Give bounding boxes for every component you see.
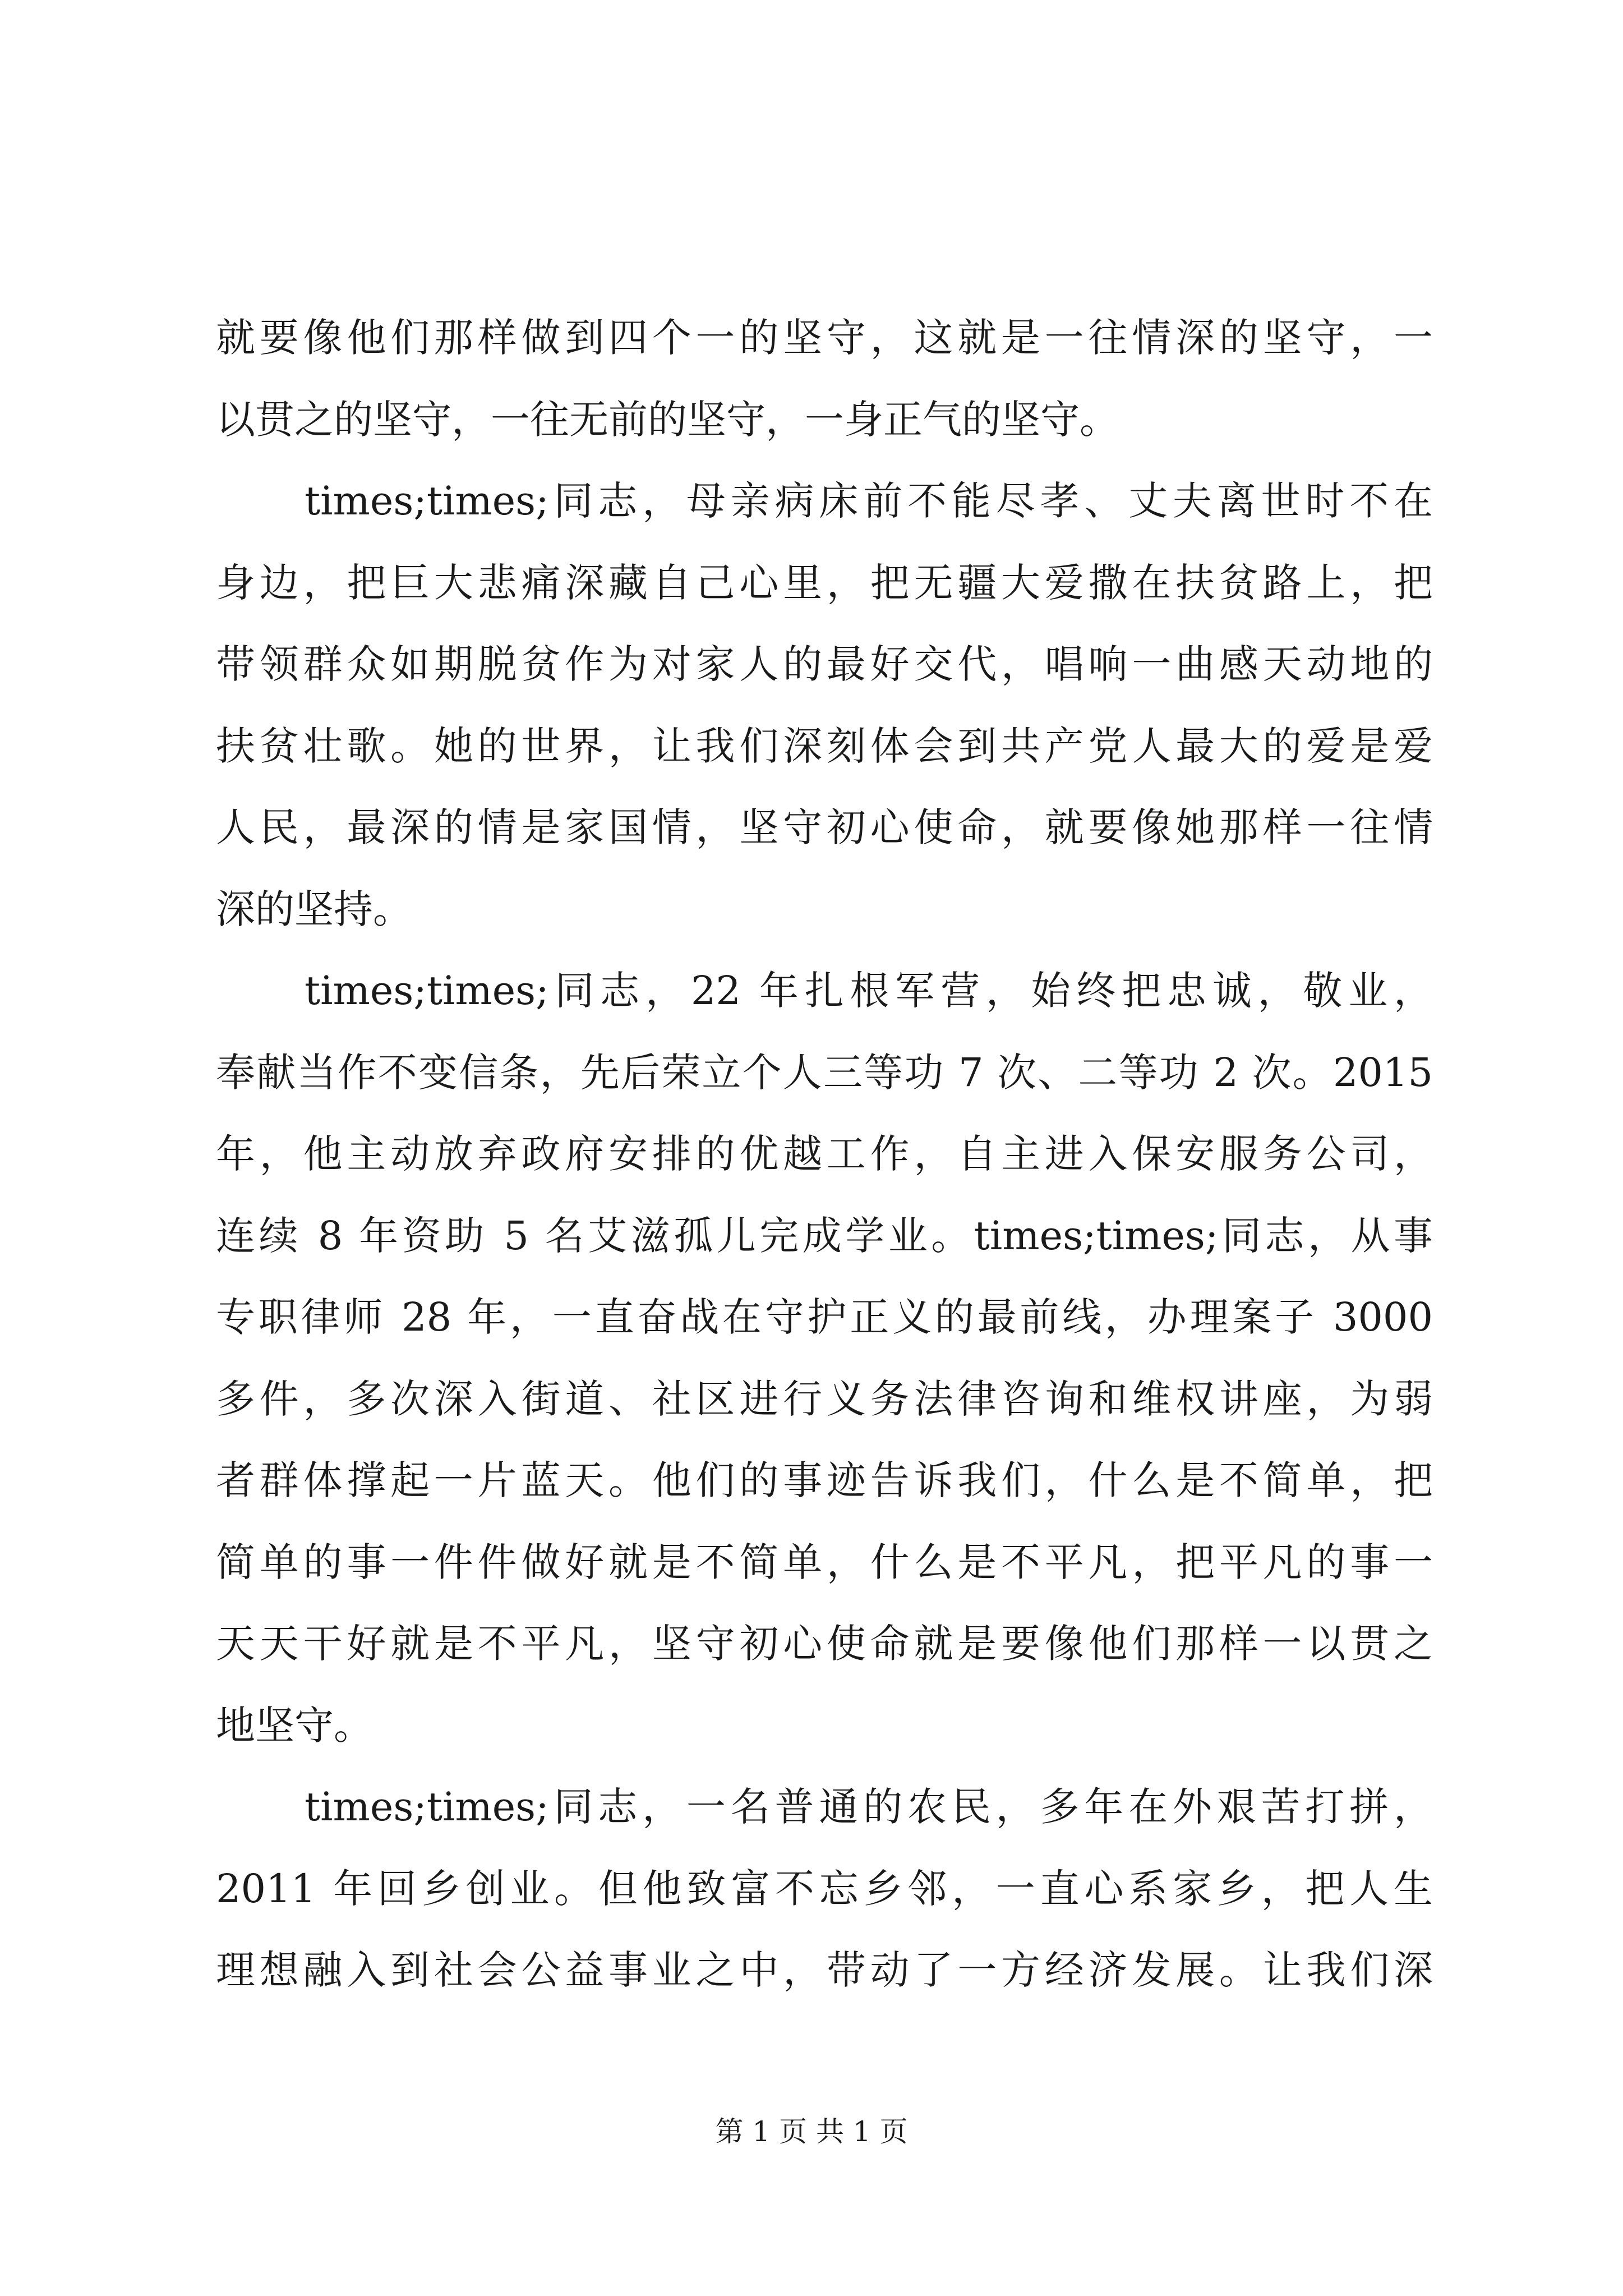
paragraph <box>216 950 1433 1766</box>
text-line: 奉献当作不变信条，先后荣立个人三等功 7 次、二等功 2 次。2015 <box>216 1049 1433 1096</box>
text-line: times;times;同志，母亲病床前不能尽孝、丈夫离世时不在 <box>305 478 1433 524</box>
paragraph <box>216 1766 1433 2012</box>
paragraph <box>216 297 1433 461</box>
text-line: 天天干好就是不平凡，坚守初心使命就是要像他们那样一以贯之 <box>216 1621 1433 1667</box>
text-line: 深的坚持。 <box>216 886 412 932</box>
paragraph <box>216 461 1433 950</box>
text-line: 多件，多次深入街道、社区进行义务法律咨询和维权讲座，为弱 <box>216 1375 1433 1422</box>
text-line: 专职律师 28 年，一直奋战在守护正义的最前线，办理案子 3000 <box>216 1294 1433 1340</box>
text-line: 连续 8 年资助 5 名艾滋孤儿完成学业。times;times;同志，从事 <box>216 1212 1433 1259</box>
text-line: times;times;同志，22 年扎根军营，始终把忠诚，敬业， <box>305 968 1433 1014</box>
text-line: times;times;同志，一名普通的农民，多年在外艰苦打拼， <box>305 1784 1433 1830</box>
text-line: 人民，最深的情是家国情，坚守初心使命，就要像她那样一往情 <box>216 804 1433 850</box>
text-line: 扶贫壮歌。她的世界，让我们深刻体会到共产党人最大的爱是爱 <box>216 723 1433 769</box>
text-line: 2011 年回乡创业。但他致富不忘乡邻，一直心系家乡，把人生 <box>216 1865 1433 1912</box>
page-footer: 第 1 页 共 1 页 <box>715 2115 908 2148</box>
text-line: 就要像他们那样做到四个一的坚守，这就是一往情深的坚守，一 <box>216 315 1433 361</box>
text-line: 简单的事一件件做好就是不简单，什么是不平凡，把平凡的事一 <box>216 1539 1433 1585</box>
text-line: 身边，把巨大悲痛深藏自己心里，把无疆大爱撒在扶贫路上，把 <box>216 559 1433 606</box>
text-line: 地坚守。 <box>216 1702 373 1749</box>
text-line: 者群体撑起一片蓝天。他们的事迹告诉我们，什么是不简单，把 <box>216 1457 1433 1503</box>
text-line: 带领群众如期脱贫作为对家人的最好交代，唱响一曲感天动地的 <box>216 641 1433 687</box>
text-line: 理想融入到社会公益事业之中，带动了一方经济发展。让我们深 <box>216 1947 1433 1993</box>
text-line: 以贯之的坚守，一往无前的坚守，一身正气的坚守。 <box>216 396 1119 443</box>
text-line: 年，他主动放弃政府安排的优越工作，自主进入保安服务公司， <box>216 1131 1433 1177</box>
document-body <box>216 297 1433 2012</box>
